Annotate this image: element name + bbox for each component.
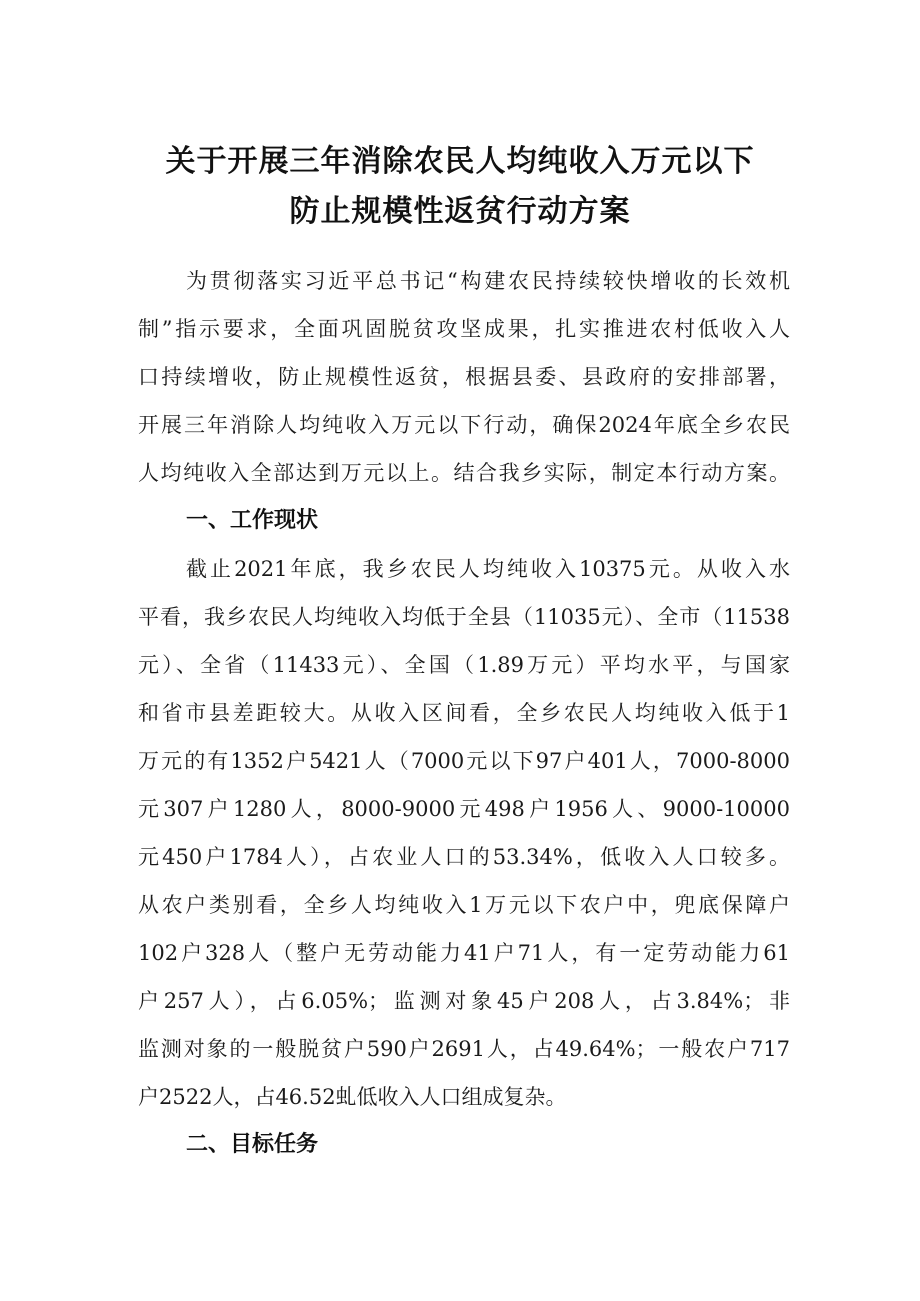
body-line: 户257人），占6.05%；监测对象45户208人，占3.84%；非 [138,989,790,1013]
body-line: 元307户1280人，8000-9000元498户1956人、9000-10000 [138,797,790,821]
intro-line: 口持续增收，防止规模性返贫，根据县委、县政府的安排部署， [138,365,790,389]
intro-line: 人均纯收入全部达到万元以上。结合我乡实际，制定本行动方案。 [138,461,790,485]
body-line: 元）、全省（11433元）、全国（1.89万元）平均水平，与国家 [138,653,790,677]
body-line: 监测对象的一般脱贫户590户2691人，占49.64%；一般农户717 [138,1037,790,1061]
body-line: 从农户类别看，全乡人均纯收入1万元以下农户中，兜底保障户 [138,893,790,917]
intro-line: 为贯彻落实习近平总书记“构建农民持续较快增收的长效机 [186,269,790,293]
body-line: 万元的有1352户5421人（7000元以下97户401人，7000-8000 [138,749,790,773]
body-line: 102户328人（整户无劳动能力41户71人，有一定劳动能力61 [138,941,790,965]
section-heading-1: 一、工作现状 [186,508,319,533]
body-line: 平看，我乡农民人均纯收入均低于全县（11035元）、全市（11538 [138,605,790,629]
body-line: 元450户1784人），占农业人口的53.34%，低收入人口较多。 [138,845,790,869]
body-line: 和省市县差距较大。从收入区间看，全乡农民人均纯收入低于1 [138,701,790,725]
body-line: 截止2021年底，我乡农民人均纯收入10375元。从收入水 [186,557,790,581]
document-title-line2: 防止规模性返贫行动方案 [289,194,631,229]
section-heading-2: 二、目标任务 [186,1132,319,1157]
intro-line: 制”指示要求，全面巩固脱贫攻坚成果，扎实推进农村低收入人 [138,317,790,341]
document-title-line1: 关于开展三年消除农民人均纯收入万元以下 [165,144,755,179]
intro-line: 开展三年消除人均纯收入万元以下行动，确保2024年底全乡农民 [138,413,790,437]
body-line: 户2522人，占46.52虬低收入人口组成复杂。 [138,1085,567,1109]
